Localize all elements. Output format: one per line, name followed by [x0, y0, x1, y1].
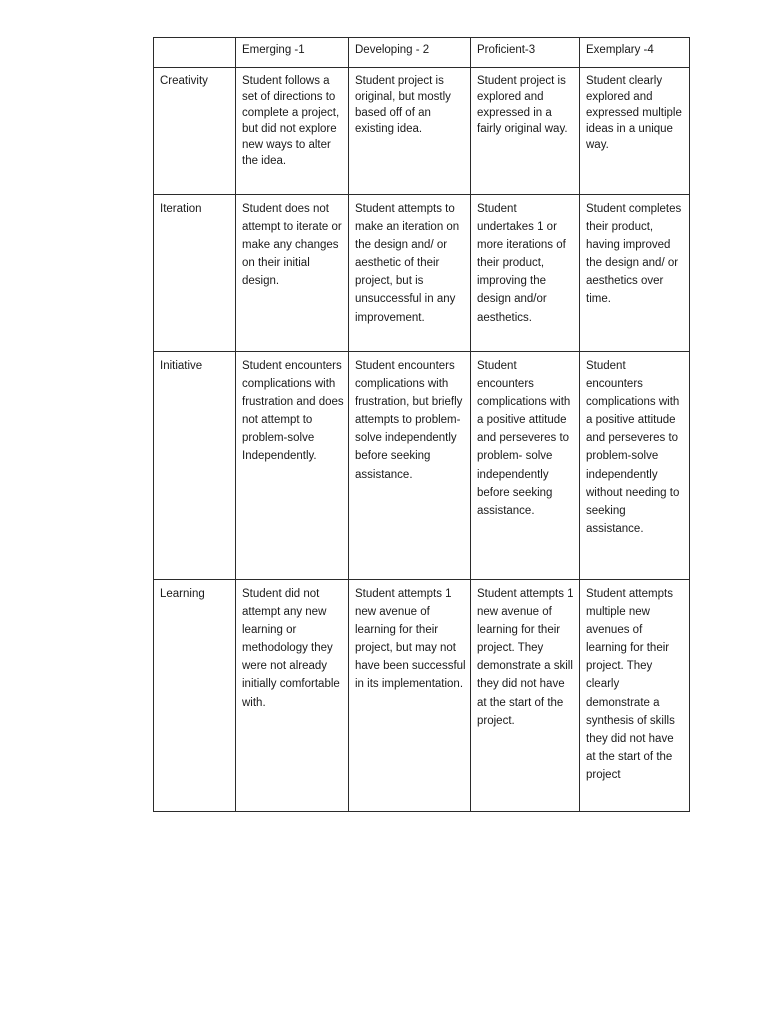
table-cell: Student attempts 1 new avenue of learning for their project, but may not have been successful in its implementation. — [349, 580, 471, 812]
rubric-table — [153, 37, 690, 812]
table-cell: Student encounters complications with frustration and does not attempt to problem-solve Independently. — [236, 352, 349, 580]
table-cell: Student follows a set of directions to complete a project, but did not explore new ways to alter the idea. — [236, 68, 349, 195]
level-header-emerging: Emerging -1 — [236, 38, 349, 68]
table-cell: Student does not attempt to iterate or make any changes on their initial design. — [236, 195, 349, 352]
table-cell: Student encounters complications with a positive attitude and perseveres to problem-solve independently without needing to seeking assistance. — [580, 352, 690, 580]
table-cell: Student did not attempt any new learning or methodology they were not already initially comfortable with. — [236, 580, 349, 812]
table-cell: Student encounters complications with frustration, but briefly attempts to problem-solve independently before seeking assistance. — [349, 352, 471, 580]
table-cell: Student clearly explored and expressed multiple ideas in a unique way. — [580, 68, 690, 195]
criterion-label: Initiative — [154, 352, 236, 580]
table-row-learning — [154, 580, 690, 812]
table-cell: Student completes their product, having improved the design and/ or aesthetics over time. — [580, 195, 690, 352]
level-header-developing: Developing - 2 — [349, 38, 471, 68]
table-cell: Student undertakes 1 or more iterations of their product, improving the design and/or aesthetics. — [471, 195, 580, 352]
table-row-initiative — [154, 352, 690, 580]
table-row-iteration — [154, 195, 690, 352]
table-cell: Student project is explored and expressed in a fairly original way. — [471, 68, 580, 195]
criterion-label: Learning — [154, 580, 236, 812]
table-cell: Student attempts to make an iteration on the design and/ or aesthetic of their project, but is unsuccessful in any improvement. — [349, 195, 471, 352]
table-cell: Student project is original, but mostly based off of an existing idea. — [349, 68, 471, 195]
criterion-label: Creativity — [154, 68, 236, 195]
table-cell: Student attempts 1 new avenue of learning for their project. They demonstrate a skill they did not have at the start of the project. — [471, 580, 580, 812]
criterion-header — [154, 38, 236, 68]
criterion-label: Iteration — [154, 195, 236, 352]
level-header-proficient: Proficient-3 — [471, 38, 580, 68]
header-row — [154, 38, 690, 68]
table-cell: Student attempts multiple new avenues of learning for their project. They clearly demonstrate a synthesis of skills they did not have at the start of the project — [580, 580, 690, 812]
table-row-creativity — [154, 68, 690, 195]
level-header-exemplary: Exemplary -4 — [580, 38, 690, 68]
table-cell: Student encounters complications with a positive attitude and perseveres to problem- solve independently before seeking assistance. — [471, 352, 580, 580]
